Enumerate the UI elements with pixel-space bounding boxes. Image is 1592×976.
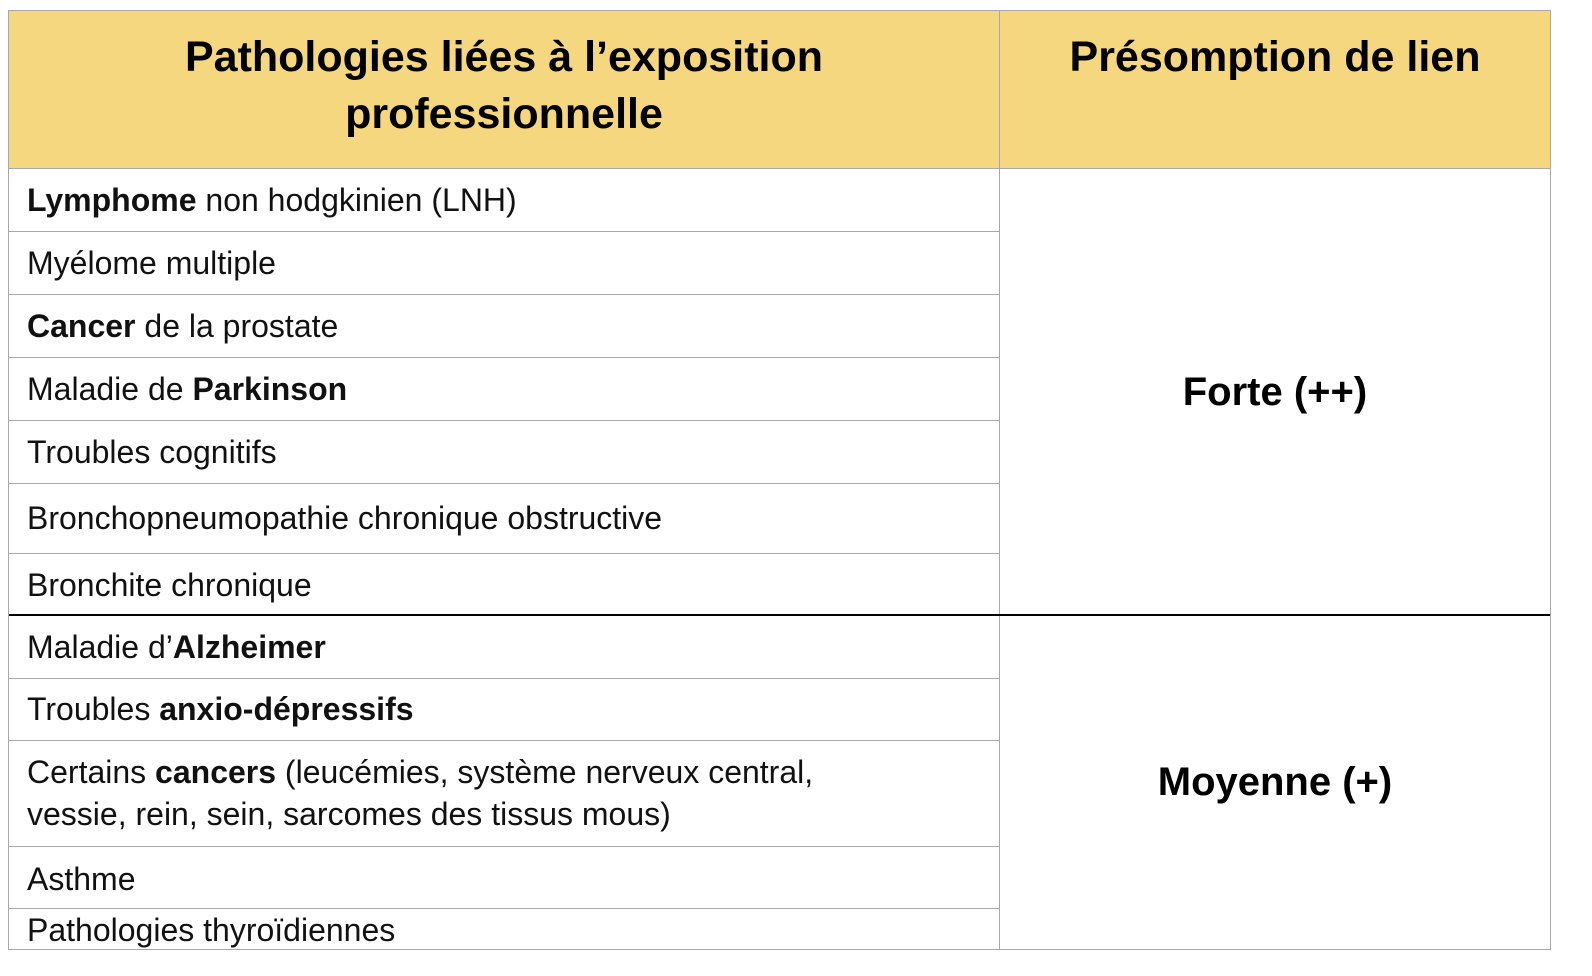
header-pathologies <box>9 11 1000 169</box>
table-row <box>9 421 1000 484</box>
row-text: Maladie de <box>27 371 193 407</box>
row-bold-text: Lymphome <box>27 182 197 218</box>
presumption-label: Forte (++) <box>1182 370 1368 414</box>
presumption-strong <box>1000 169 1550 616</box>
table-row <box>9 484 1000 554</box>
row-bold-text: Cancer <box>27 308 136 344</box>
row-text: Bronchopneumopathie chronique obstructive <box>27 500 663 536</box>
row-text: Certains <box>27 754 156 790</box>
row-text: de la prostate <box>135 308 339 344</box>
row-text: Pathologies thyroïdiennes <box>27 912 396 948</box>
row-text: Bronchite chronique <box>27 567 312 603</box>
row-text: Troubles <box>27 691 160 727</box>
table-row <box>9 679 1000 741</box>
row-text: (leucémies, système nerveux central, <box>276 754 814 790</box>
row-text: Myélome multiple <box>27 245 276 281</box>
row-line-2: vessie, rein, sein, sarcomes des tissus mous) <box>27 796 671 832</box>
table-row <box>9 358 1000 421</box>
table-row <box>9 232 1000 295</box>
header-pathologies-line1: Pathologies liées à l’exposition <box>184 33 823 81</box>
presumption-label: Moyenne (+) <box>1157 760 1393 804</box>
presumption-medium <box>1000 616 1550 949</box>
table-row <box>9 554 1000 616</box>
table-row <box>9 169 1000 232</box>
header-presumption-label: Présomption de lien <box>1069 33 1481 81</box>
row-line-1 <box>27 751 999 793</box>
table-row <box>9 909 1000 949</box>
row-text: Maladie d’ <box>27 629 173 665</box>
row-bold-text: Alzheimer <box>172 629 326 665</box>
row-text: Asthme <box>27 861 136 897</box>
row-bold-text: anxio-dépressifs <box>159 691 414 727</box>
row-text: Troubles cognitifs <box>27 434 277 470</box>
row-bold-text: cancers <box>155 754 277 790</box>
row-bold-text: Parkinson <box>192 371 348 407</box>
header-presumption <box>1000 11 1550 169</box>
table-row <box>9 616 1000 679</box>
table-row <box>9 741 1000 847</box>
table-row <box>9 847 1000 909</box>
pathologies-table <box>8 10 1551 950</box>
header-pathologies-line2: professionnelle <box>345 90 663 138</box>
table-row <box>9 295 1000 358</box>
row-text: non hodgkinien (LNH) <box>196 182 517 218</box>
